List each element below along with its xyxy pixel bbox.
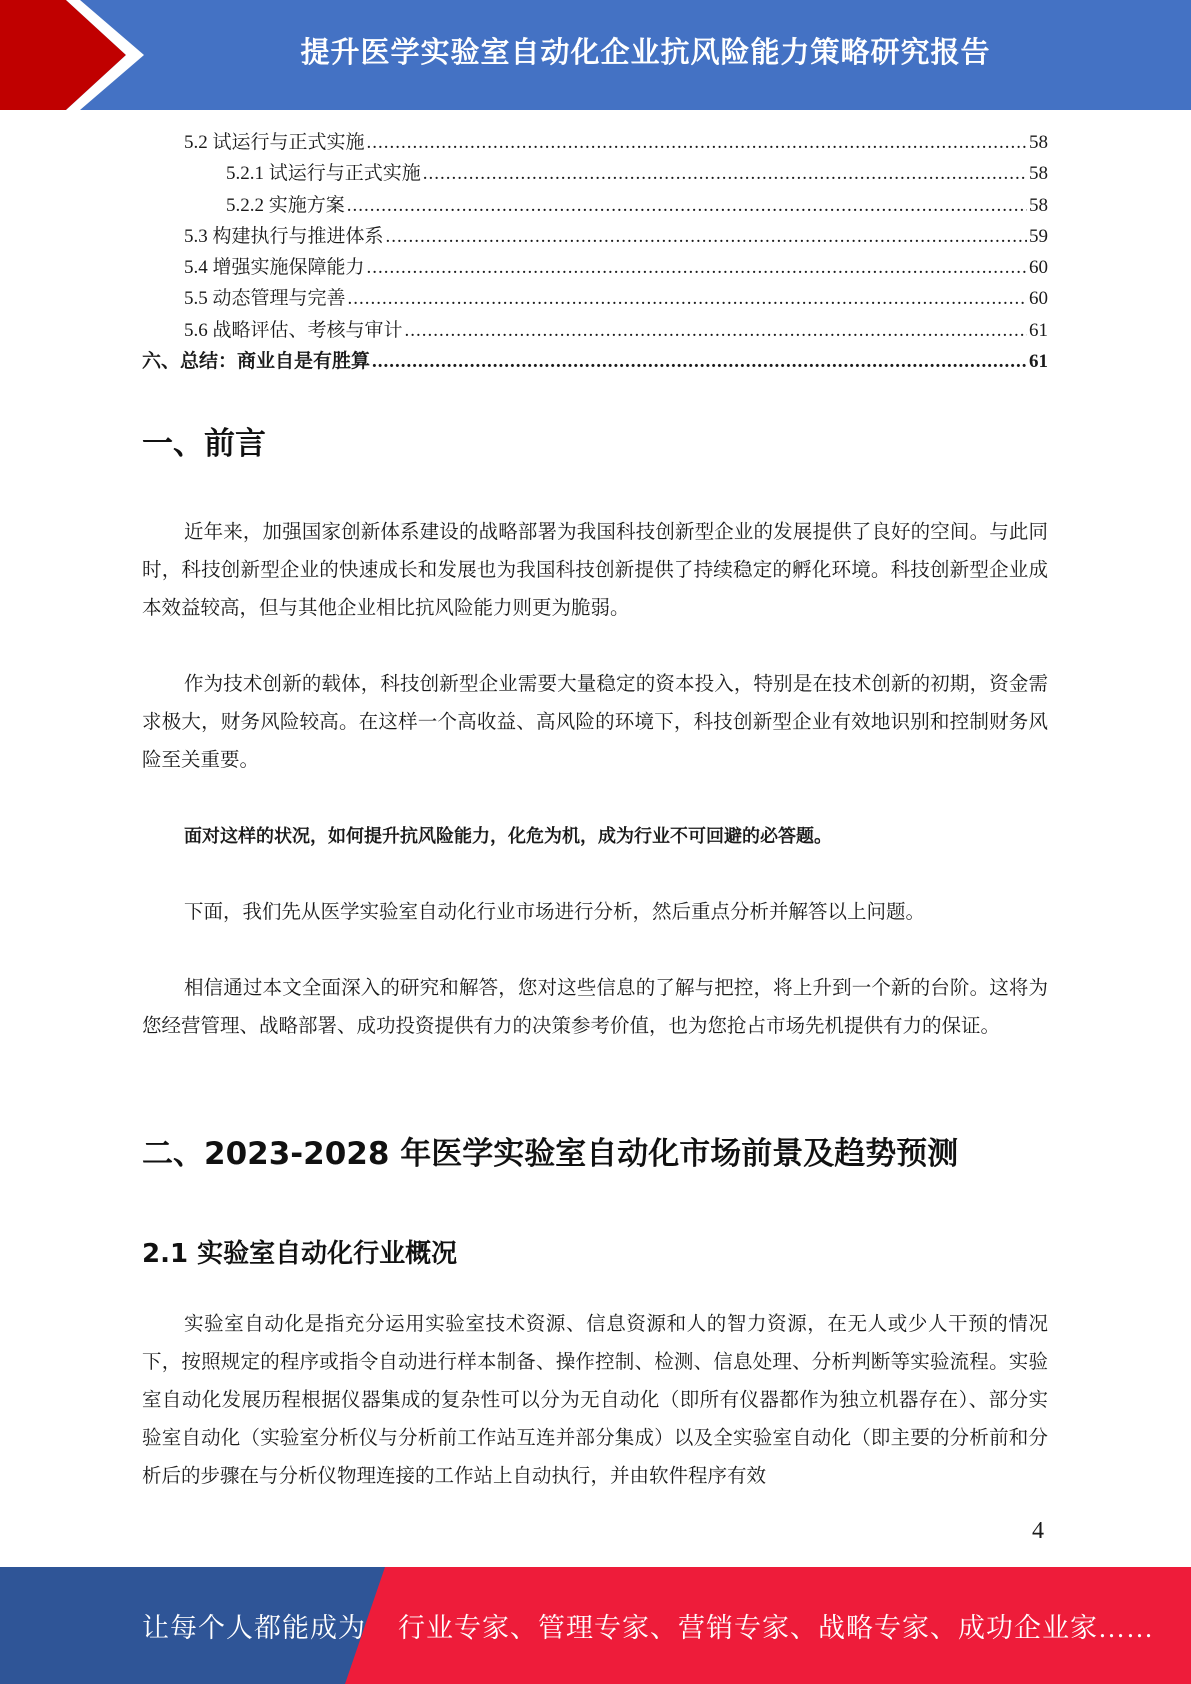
toc-entry-label: 六、总结：商业自是有胜算: [142, 351, 371, 373]
section-heading-market-forecast: 二、2023-2028 年医学实验室自动化市场前景及趋势预测: [142, 1136, 959, 1172]
page-number: 4: [1032, 1518, 1044, 1544]
toc-entry-label: 5.2.1 试运行与正式实施: [226, 163, 421, 185]
toc-entry-label: 5.2 试运行与正式实施: [184, 132, 365, 153]
highlight-paragraph: 面对这样的状况，如何提升抗风险能力，化危为机，成为行业不可回避的必答题。: [184, 826, 832, 847]
toc-entry-page: 58: [1029, 194, 1048, 216]
table-of-contents: [142, 127, 1048, 377]
header-arrow-decoration: [0, 0, 150, 110]
paragraph: 相信通过本文全面深入的研究和解答，您对这些信息的了解与把控，将上升到一个新的台阶。这将为您经营管理、战略部署、成功投资提供有力的决策参考价值，也为您抢占市场先机提供有力的保证。: [142, 978, 1048, 1037]
paragraph: 近年来，加强国家创新体系建设的战略部署为我国科技创新型企业的发展提供了良好的空间。与此同时，科技创新型企业的快速成长和发展也为我国科技创新提供了持续稳定的孵化环境。科技创新型企业成本效益较高，但与其他企业相比抗风险能力则更为脆弱。: [142, 522, 1048, 619]
paragraph: 下面，我们先从医学实验室自动化行业市场进行分析，然后重点分析并解答以上问题。: [184, 902, 926, 923]
toc-entry-label: 5.4 增强实施保障能力: [184, 257, 365, 279]
footer-slogan-right: 行业专家、管理专家、营销专家、战略专家、成功企业家……: [398, 1613, 1154, 1643]
toc-entry-label: 5.3 构建执行与推进体系: [184, 225, 384, 247]
toc-entry-page: 60: [1029, 257, 1048, 279]
toc-entry[interactable]: [142, 283, 1048, 314]
subsection-heading: 2.1 实验室自动化行业概况: [142, 1239, 458, 1269]
toc-leader-dots: [348, 283, 1027, 314]
toc-entry[interactable]: [142, 315, 1048, 346]
toc-leader-dots: [347, 190, 1027, 221]
toc-entry[interactable]: [142, 346, 1048, 377]
footer-slogan-left: 让每个人都能成为: [142, 1613, 366, 1643]
toc-entry-page: 61: [1029, 351, 1048, 373]
toc-leader-dots: [405, 315, 1027, 346]
toc-entry[interactable]: [142, 252, 1048, 283]
toc-leader-dots: [372, 346, 1027, 377]
toc-leader-dots: [423, 158, 1027, 189]
page-footer: [0, 1567, 1191, 1684]
toc-entry[interactable]: [142, 127, 1048, 158]
toc-entry-label: 5.6 战略评估、考核与审计: [184, 319, 403, 341]
toc-entry[interactable]: [142, 158, 1048, 189]
toc-entry-page: 60: [1029, 288, 1048, 310]
paragraph: 作为技术创新的载体，科技创新型企业需要大量稳定的资本投入，特别是在技术创新的初期，资金需求极大，财务风险较高。在这样一个高收益、高风险的环境下，科技创新型企业有效地识别和控制财务风险至关重要。: [142, 674, 1048, 771]
toc-entry-page: 61: [1029, 319, 1048, 341]
toc-entry[interactable]: [142, 221, 1048, 252]
toc-entry-page: 59: [1029, 225, 1048, 247]
paragraph: 实验室自动化是指充分运用实验室技术资源、信息资源和人的智力资源，在无人或少人干预的情况下，按照规定的程序或指令自动进行样本制备、操作控制、检测、信息处理、分析判断等实验流程。实验室自动化发展历程根据仪器集成的复杂性可以分为无自动化（即所有仪器都作为独立机器存在）、部分实验室自动化（实验室分析仪与分析前工作站互连并部分集成）以及全实验室自动化（即主要的分析前和分析后的步骤在与分析仪物理连接的工作站上自动执行，并由软件程序有效: [142, 1314, 1048, 1487]
toc-entry-label: 5.2.2 实施方案: [226, 194, 345, 216]
toc-leader-dots: [367, 252, 1027, 283]
toc-leader-dots: [367, 127, 1027, 158]
toc-entry-page: 58: [1029, 132, 1048, 153]
page-header: [0, 0, 1191, 110]
report-title: 提升医学实验室自动化企业抗风险能力策略研究报告: [300, 34, 991, 69]
toc-entry-label: 5.5 动态管理与完善: [184, 288, 346, 310]
toc-entry[interactable]: [142, 190, 1048, 221]
toc-entry-page: 58: [1029, 163, 1048, 185]
section-heading-preface: 一、前言: [142, 426, 266, 462]
toc-leader-dots: [386, 221, 1027, 252]
